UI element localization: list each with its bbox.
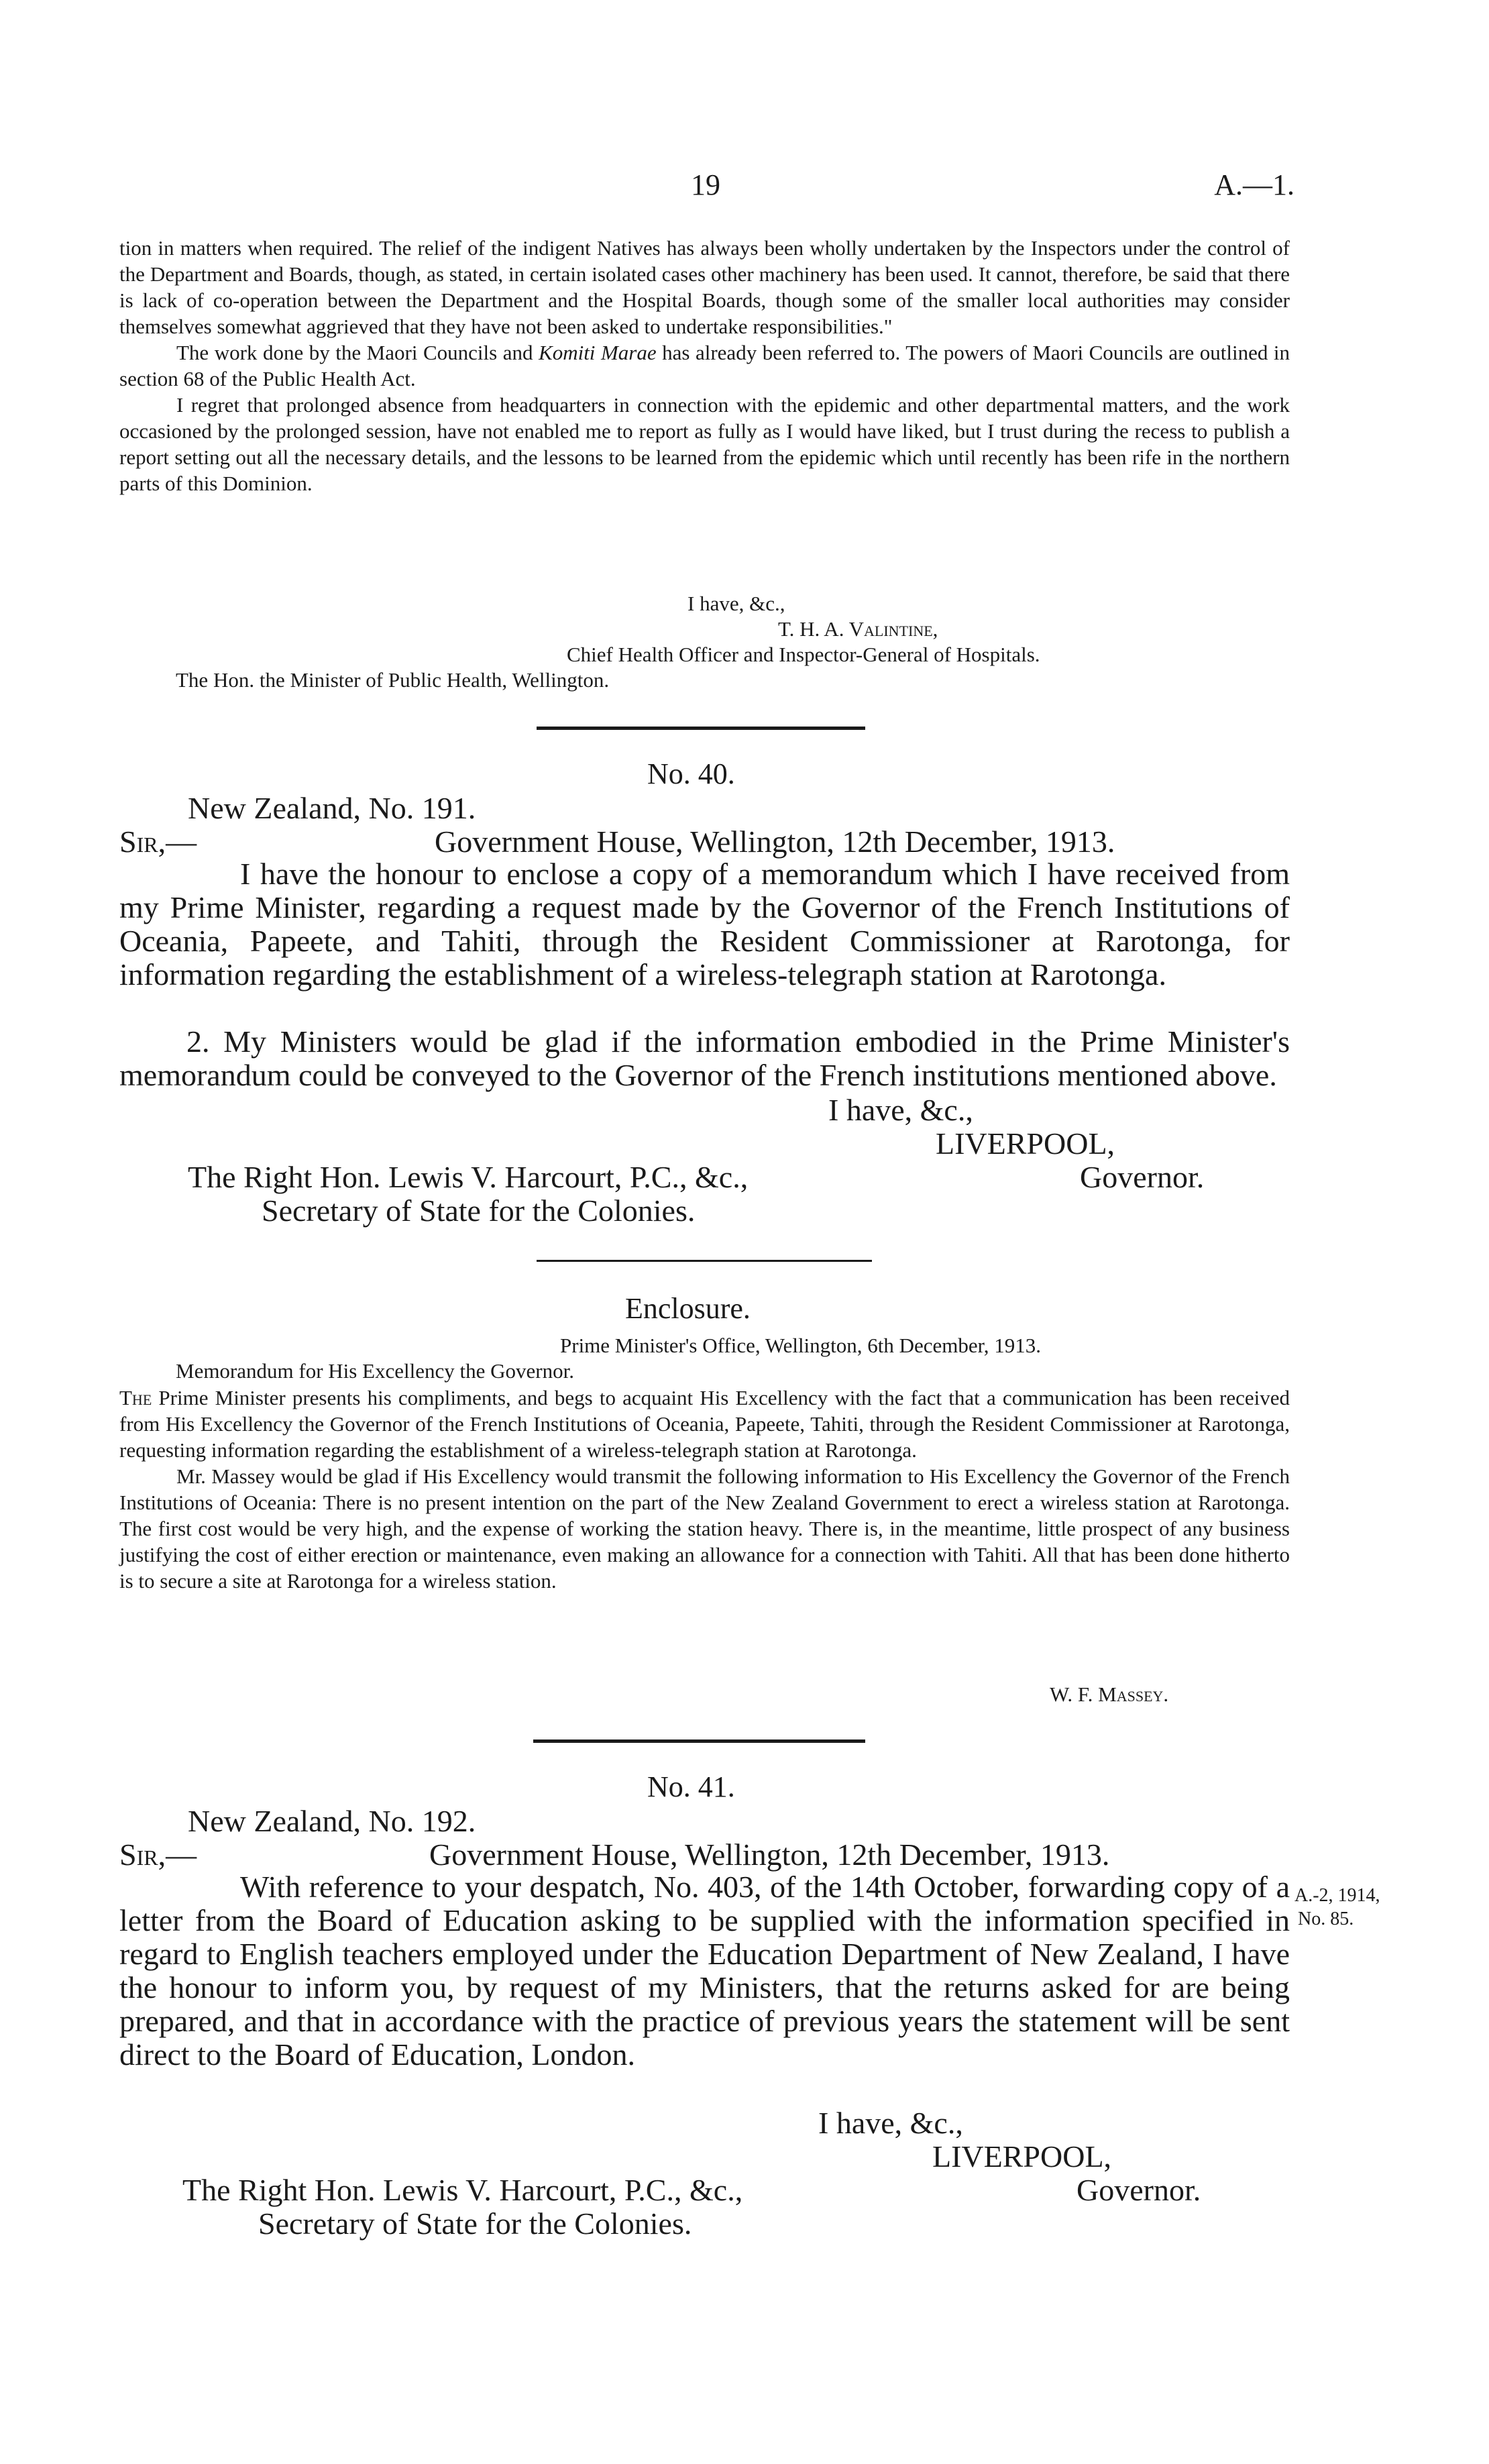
despatch-40-closing: I have, &c., — [822, 1092, 973, 1128]
despatch-41-closing: I have, &c., — [818, 2106, 963, 2140]
enclosure-paragraph-1: The Prime Minister presents his compliments, and begs to acquaint His Excellency with the fact that a communication has been received from His Excellency the Governor of the French Institutions of Oceania, Papeete, Tahiti, through the Resident Commissioner at Rarotonga, requesting information regarding the establishment of a wireless-telegraph station at Rarotonga. — [119, 1386, 1290, 1462]
despatch-41-addressee-1: The Right Hon. Lewis V. Harcourt, P.C., &c., — [182, 2173, 743, 2207]
enclosure-signer: W. F. Massey. — [1050, 1682, 1169, 1706]
despatch-41-paragraph-1: With reference to your despatch, No. 403, of the 14th October, forwarding copy of a letter from the Board of Education asking to be supplied with the information specified in regard to English teachers employed under the Education Department of New Zealand, I have the honour to inform you, by request of my Ministers, that the returns asked for are being prepared, and that in accordance with the practice of previous years the statement will be sent direct to the Board of Education, London. — [119, 1870, 1290, 2072]
margin-note-number: No. 85. — [1298, 1909, 1354, 1929]
despatch-40-body-2 — [119, 1025, 1290, 1092]
intro-closing: I have, &c., — [687, 592, 785, 615]
despatch-41-nz-ref: New Zealand, No. 192. — [188, 1804, 476, 1838]
section-divider — [537, 1260, 872, 1262]
despatch-41-number: No. 41. — [647, 1770, 735, 1803]
despatch-41-salutation: Sir,— — [119, 1837, 197, 1872]
enclosure-place-date: Prime Minister's Office, Wellington, 6th December, 1913. — [560, 1334, 1042, 1357]
despatch-40-signer-title: Governor. — [1080, 1160, 1205, 1194]
komiti-marae-italic: Komiti Marae — [539, 341, 657, 364]
despatch-40-salutation: Sir,— — [119, 824, 197, 859]
despatch-40-addressee-2: Secretary of State for the Colonies. — [262, 1193, 696, 1228]
enclosure-body — [119, 1385, 1290, 1594]
despatch-41-signer-title: Governor. — [1077, 2173, 1201, 2207]
despatch-41-place-date: Government House, Wellington, 12th December, 1913. — [429, 1837, 1110, 1872]
despatch-40-paragraph-1: I have the honour to enclose a copy of a memorandum which I have received from my Prime Minister, regarding a request made by the Governor of the French Institutions of Oceania, Papeete, and Tahiti, through the Resident Commissioner at Rarotonga, for information regarding the establishment of a wireless-telegraph station at Rarotonga. — [119, 857, 1290, 992]
intro-signatory-title: Chief Health Officer and Inspector-General of Hospitals. — [567, 643, 1040, 666]
despatch-40-signer: LIVERPOOL, — [936, 1126, 1115, 1161]
intro-paragraph-2: The work done by the Maori Councils and Komiti Marae has already been referred to. The powers of Maori Councils are outlined in section 68 of the Public Health Act. — [119, 341, 1290, 390]
despatch-40-place-date: Government House, Wellington, 12th December, 1913. — [435, 824, 1115, 859]
despatch-40-body — [119, 857, 1290, 992]
intro-signatory: T. H. A. Valintine, — [778, 617, 938, 641]
enclosure-heading: Enclosure. — [625, 1292, 751, 1325]
intro-paragraph-1: tion in matters when required. The relief of the indigent Natives has always been wholly undertaken by the Inspectors under the control of the Department and Boards, though, as stated, in certain isolated cases other machinery has been used. It cannot, therefore, be said that there is lack of co-operation between the Department and the Hospital Boards, though some of the smaller local authorities may consider themselves somewhat aggrieved that they have not been asked to undertake responsibilities." — [119, 236, 1290, 338]
section-divider — [533, 1739, 865, 1743]
despatch-40-addressee-1: The Right Hon. Lewis V. Harcourt, P.C., &c., — [188, 1160, 749, 1194]
intro-paragraph-3: I regret that prolonged absence from headquarters in connection with the epidemic and other departmental matters, and the work occasioned by the prolonged session, have not enabled me to report as fully as I would have liked, but I trust during the recess to publish a report setting out all the necessary details, and the lessons to be learned from the epidemic which until recently has been rife in the northern parts of this Dominion. — [119, 393, 1290, 495]
enclosure-memo-to: Memorandum for His Excellency the Governor. — [176, 1359, 574, 1383]
despatch-41-body — [119, 1870, 1290, 2072]
margin-note-ref: A.-2, 1914, — [1294, 1885, 1380, 1906]
intro-section — [119, 235, 1290, 496]
despatch-40-nz-ref: New Zealand, No. 191. — [188, 791, 476, 825]
despatch-41-addressee-2: Secretary of State for the Colonies. — [258, 2206, 692, 2241]
section-divider — [537, 727, 865, 730]
despatch-41-signer: LIVERPOOL, — [932, 2139, 1112, 2174]
page-number: 19 — [691, 168, 720, 201]
intro-addressee: The Hon. the Minister of Public Health, Wellington. — [176, 668, 610, 692]
despatch-40-number: No. 40. — [647, 757, 735, 790]
paper-reference: A.—1. — [1214, 168, 1294, 201]
despatch-40-paragraph-2: 2. My Ministers would be glad if the information embodied in the Prime Minister's memorandum could be conveyed to the Governor of the French institutions mentioned above. — [119, 1024, 1290, 1092]
enclosure-paragraph-2: Mr. Massey would be glad if His Excellency would transmit the following information to His Excellency the Governor of the French Institutions of Oceania: There is no present intention on the part of the New Zealand Government to erect a wireless station at Rarotonga. The first cost would be very high, and the expense of working the station heavy. There is, in the meantime, little prospect of any business justifying the cost of either erection or maintenance, even making an allowance for a connection with Tahiti. All that has been done hitherto is to secure a site at Rarotonga for a wireless station. — [119, 1464, 1290, 1593]
